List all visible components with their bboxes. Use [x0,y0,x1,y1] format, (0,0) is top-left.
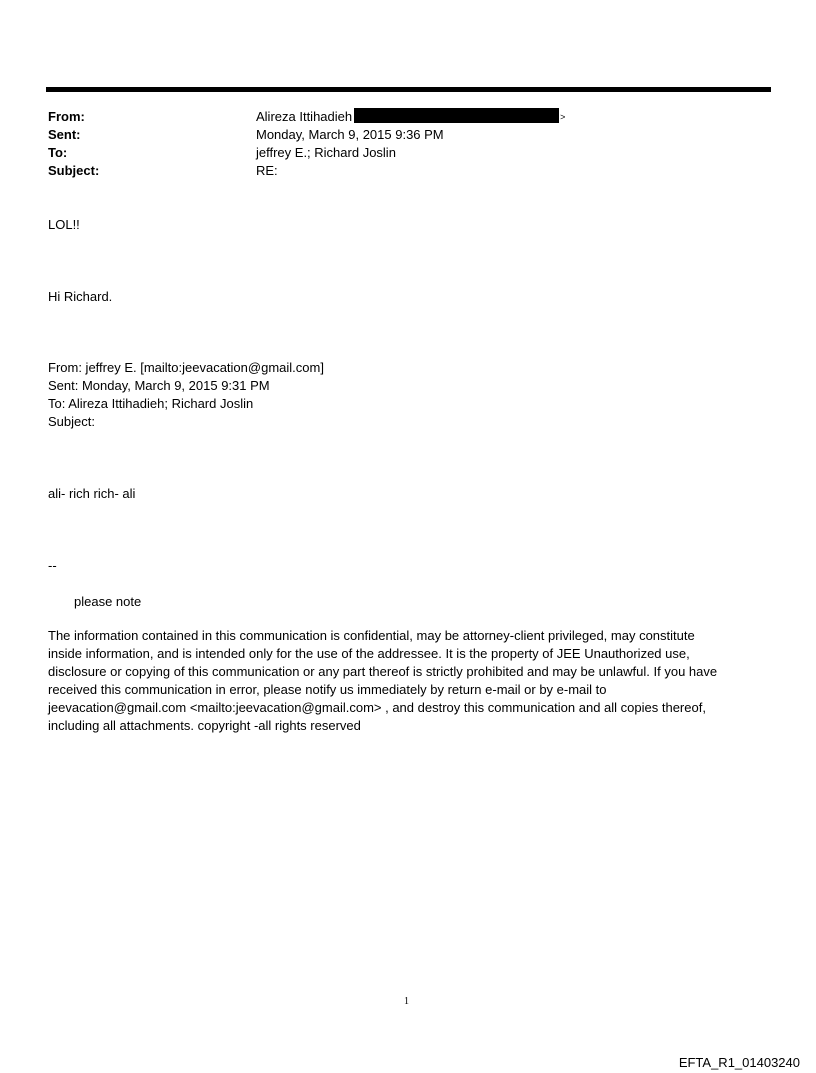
from-value [256,108,565,126]
quoted-message: ali- rich rich- ali [48,486,136,501]
body-line-greeting: Hi Richard. [48,289,113,304]
confidentiality-disclaimer [48,627,768,735]
quoted-sent: Sent: Monday, March 9, 2015 9:31 PM [48,378,270,393]
disclaimer-line: inside information, and is intended only for the use of the addressee. It is the property of JEE Unauthorized use, [48,646,690,661]
disclaimer-line: including all attachments. copyright -all rights reserved [48,718,361,733]
subject-label: Subject: [48,163,100,178]
sent-label: Sent: [48,127,81,142]
from-name: Alireza Ittihadieh [256,109,353,124]
redaction-box [354,108,559,123]
disclaimer-line: received this communication in error, please notify us immediately by return e-mail or by e-mail to [48,682,607,697]
disclaimer-line: disclosure or copying of this communication or any part thereof is strictly prohibited and may be unlawful. If you have [48,664,718,679]
quoted-from: From: jeffrey E. [mailto:jeevacation@gmail.com] [48,360,324,375]
signature-separator: -- [48,558,57,573]
page-number: 1 [404,996,409,1007]
from-trailing-bracket: > [560,112,566,122]
from-label: From: [48,109,85,124]
header-divider [46,87,771,92]
please-note: please note [74,594,142,609]
sent-value: Monday, March 9, 2015 9:36 PM [256,127,444,142]
to-value: jeffrey E.; Richard Joslin [256,145,396,160]
bates-number: EFTA_R1_01403240 [678,1055,800,1070]
quoted-subject: Subject: [48,414,95,429]
disclaimer-line: The information contained in this communication is confidential, may be attorney-client privileged, may constitute [48,628,695,643]
subject-value: RE: [256,163,278,178]
quoted-to: To: Alireza Ittihadieh; Richard Joslin [48,396,254,411]
to-label: To: [48,145,68,160]
body-line-lol: LOL!! [48,217,80,232]
disclaimer-line: jeevacation@gmail.com <mailto:jeevacation@gmail.com> , and destroy this communication and all copies thereof, [48,700,706,715]
